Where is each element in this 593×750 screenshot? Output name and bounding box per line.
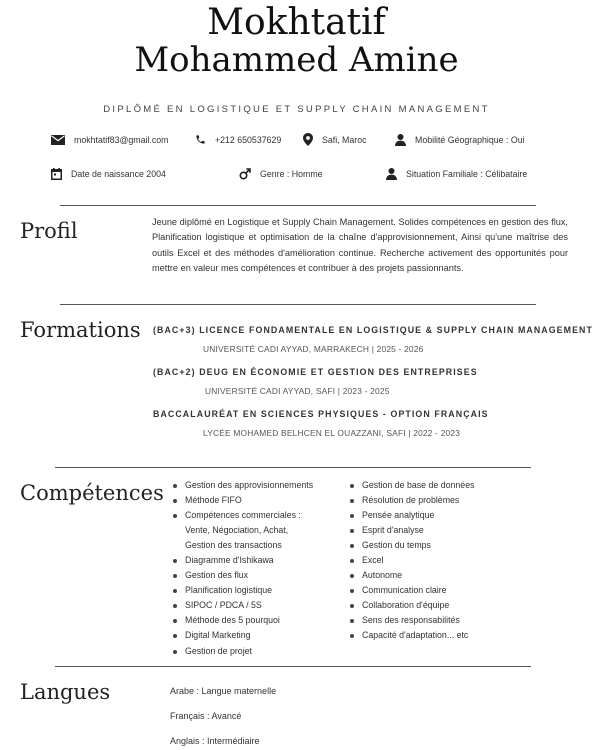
contact-phone: [195, 134, 281, 145]
mobility-text: Mobilité Géographique : Oui: [415, 135, 525, 145]
list-item: Collaboration d'équipe: [349, 598, 475, 613]
language-item: Arabe : Langue maternelle: [170, 686, 277, 696]
phone-text: +212 650537629: [215, 134, 282, 145]
list-item: Autonome: [349, 568, 475, 583]
divider: [55, 666, 531, 667]
list-item: Digital Marketing: [172, 628, 313, 643]
list-item: Planification logistique: [172, 583, 313, 598]
person-icon: [395, 134, 406, 146]
list-item: Méthode FIFO: [172, 493, 313, 508]
list-item: Excel: [349, 553, 475, 568]
list-item: Gestion de projet: [172, 644, 313, 659]
formation-subtitle: UNIVERSITÉ CADI AYYAD, MARRAKECH | 2025 - 2026: [203, 344, 424, 354]
divider: [55, 467, 531, 468]
list-item: Compétences commerciales :: [172, 508, 313, 523]
list-item: Gestion du temps: [349, 538, 475, 553]
calendar-icon: [51, 168, 62, 180]
formation-title: BACCALAURÉAT EN SCIENCES PHYSIQUES - OPTION FRANÇAIS: [153, 409, 489, 419]
formation-title: (BAC+3) LICENCE FONDAMENTALE EN LOGISTIQUE & SUPPLY CHAIN MANAGEMENT: [153, 325, 593, 335]
contact-email: [51, 135, 169, 145]
section-title-langues: Langues: [20, 680, 111, 704]
list-item: Sens des responsabilités: [349, 613, 475, 628]
contact-mobility: [395, 134, 525, 146]
male-icon: [239, 168, 251, 180]
skills-list-right: [349, 478, 475, 644]
divider: [60, 304, 536, 305]
contact-location: [303, 133, 367, 146]
location-text: Safi, Maroc: [322, 134, 367, 145]
envelope-icon: [51, 135, 65, 145]
list-item: Gestion des flux: [172, 568, 313, 583]
list-item: Capacité d'adaptation... etc: [349, 628, 475, 643]
person-icon: [386, 168, 397, 180]
phone-icon: [195, 134, 206, 145]
section-title-formations: Formations: [20, 318, 141, 342]
list-item: Diagramme d'Ishikawa: [172, 553, 313, 568]
skills-list-left: [172, 478, 313, 659]
contact-family: [386, 168, 527, 180]
family-text: Situation Familiale : Célibataire: [406, 169, 528, 179]
contact-gender: [239, 168, 323, 180]
name-first-line: Mokhtatif: [207, 2, 386, 43]
formation-subtitle: UNIVERSITÉ CADI AYYAD, SAFI | 2023 - 2025: [205, 386, 390, 396]
list-item: Résolution de problèmes: [349, 493, 475, 508]
list-item: Gestion des transactions: [185, 540, 282, 551]
email-text: mokhtatif83@gmail.com: [74, 135, 169, 145]
list-item: Communication claire: [349, 583, 475, 598]
job-subtitle: DIPLÔMÉ EN LOGISTIQUE ET SUPPLY CHAIN MANAGEMENT: [103, 104, 490, 115]
list-item: Gestion des approvisionnements: [172, 478, 313, 493]
list-item: Esprit d'analyse: [349, 523, 475, 538]
section-title-competences: Compétences: [20, 481, 164, 505]
formation-title: (BAC+2) DEUG EN ÉCONOMIE ET GESTION DES ENTREPRISES: [153, 367, 478, 377]
contact-birth: [51, 168, 166, 180]
list-item: SIPOC / PDCA / 5S: [172, 598, 313, 613]
formation-subtitle: LYCÉE MOHAMED BELHCEN EL OUAZZANI, SAFI | 2022 - 2023: [203, 428, 461, 438]
list-item: Méthode des 5 pourquoi: [172, 613, 313, 628]
divider: [60, 205, 536, 206]
list-item: Gestion de base de données: [349, 478, 475, 493]
language-item: Anglais : Intermédiaire: [170, 736, 260, 746]
name-second-line: Mohammed Amine: [134, 40, 459, 80]
language-item: Français : Avancé: [170, 711, 242, 721]
list-item: Pensée analytique: [349, 508, 475, 523]
gender-text: Genre : Homme: [260, 169, 323, 179]
list-item: Vente, Négociation, Achat,: [185, 525, 289, 536]
birth-text: Date de naissance 2004: [71, 169, 166, 179]
profil-text: Jeune diplômé en Logistique et Supply Chain Management. Solides compétences en gestion des flux, Planification logistique et optimisation de la chaîne d'approvisionnement, Ainsi qu'une maîtrise des outils Excel et des méthodes d'amélioration continue. Recherche activement des opportunités pour mettre en valeur mes compétences et contribuer à des projets passionnants.: [152, 217, 568, 273]
map-pin-icon: [303, 133, 313, 146]
section-title-profil: Profil: [20, 219, 78, 243]
